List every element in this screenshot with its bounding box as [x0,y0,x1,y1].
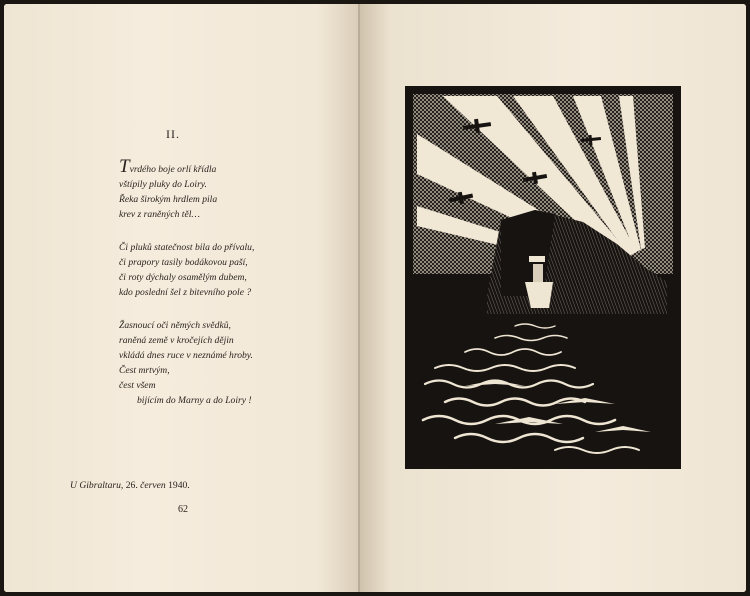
signature-year: 1940. [168,480,190,491]
page-number: 62 [178,504,188,515]
poem-line: Tvrdého boje orlí křídla [119,156,217,177]
stanza-1 [119,156,359,222]
poem-line: vštípily pluky do Loiry. [119,179,207,190]
poem-line: bijícím do Marny a do Loiry ! [137,395,252,406]
place-date-signature [70,480,190,491]
poem-line: Či pluků statečnost bila do přívalu, [119,242,255,253]
poem-line: čest všem [119,380,156,391]
poem-line: Žasnoucí oči němých svědků, [119,320,231,331]
poem-line: vkládá dnes ruce v neznámé hroby. [119,350,253,361]
sea [413,314,673,461]
poem-body [119,156,359,426]
woodcut-illustration [405,86,681,469]
stanza-2 [119,240,359,300]
poem-line: Řeka širokým hrdlem pila [119,194,218,205]
poem-line: Čest mrtvým, [119,365,170,376]
poem-line: či prapory tasily bodákovou paší, [119,257,248,268]
poem-line: či roty dýchaly osamělým dubem, [119,272,247,283]
signature-place: U Gibraltaru, [70,480,124,491]
signature-day: 26. [125,480,138,491]
poem-line: kdo poslední šel z bitevního pole ? [119,287,252,298]
drop-cap: T [119,156,130,177]
poem-line: raněná země v kročejích dějin [119,335,234,346]
stanza-3 [119,318,359,408]
left-page [4,4,360,592]
woodcut-svg [405,86,681,469]
signature-month: červen [140,480,166,491]
poem-heading: II. [166,127,180,141]
poem-line: krev z raněných těl… [119,209,200,220]
